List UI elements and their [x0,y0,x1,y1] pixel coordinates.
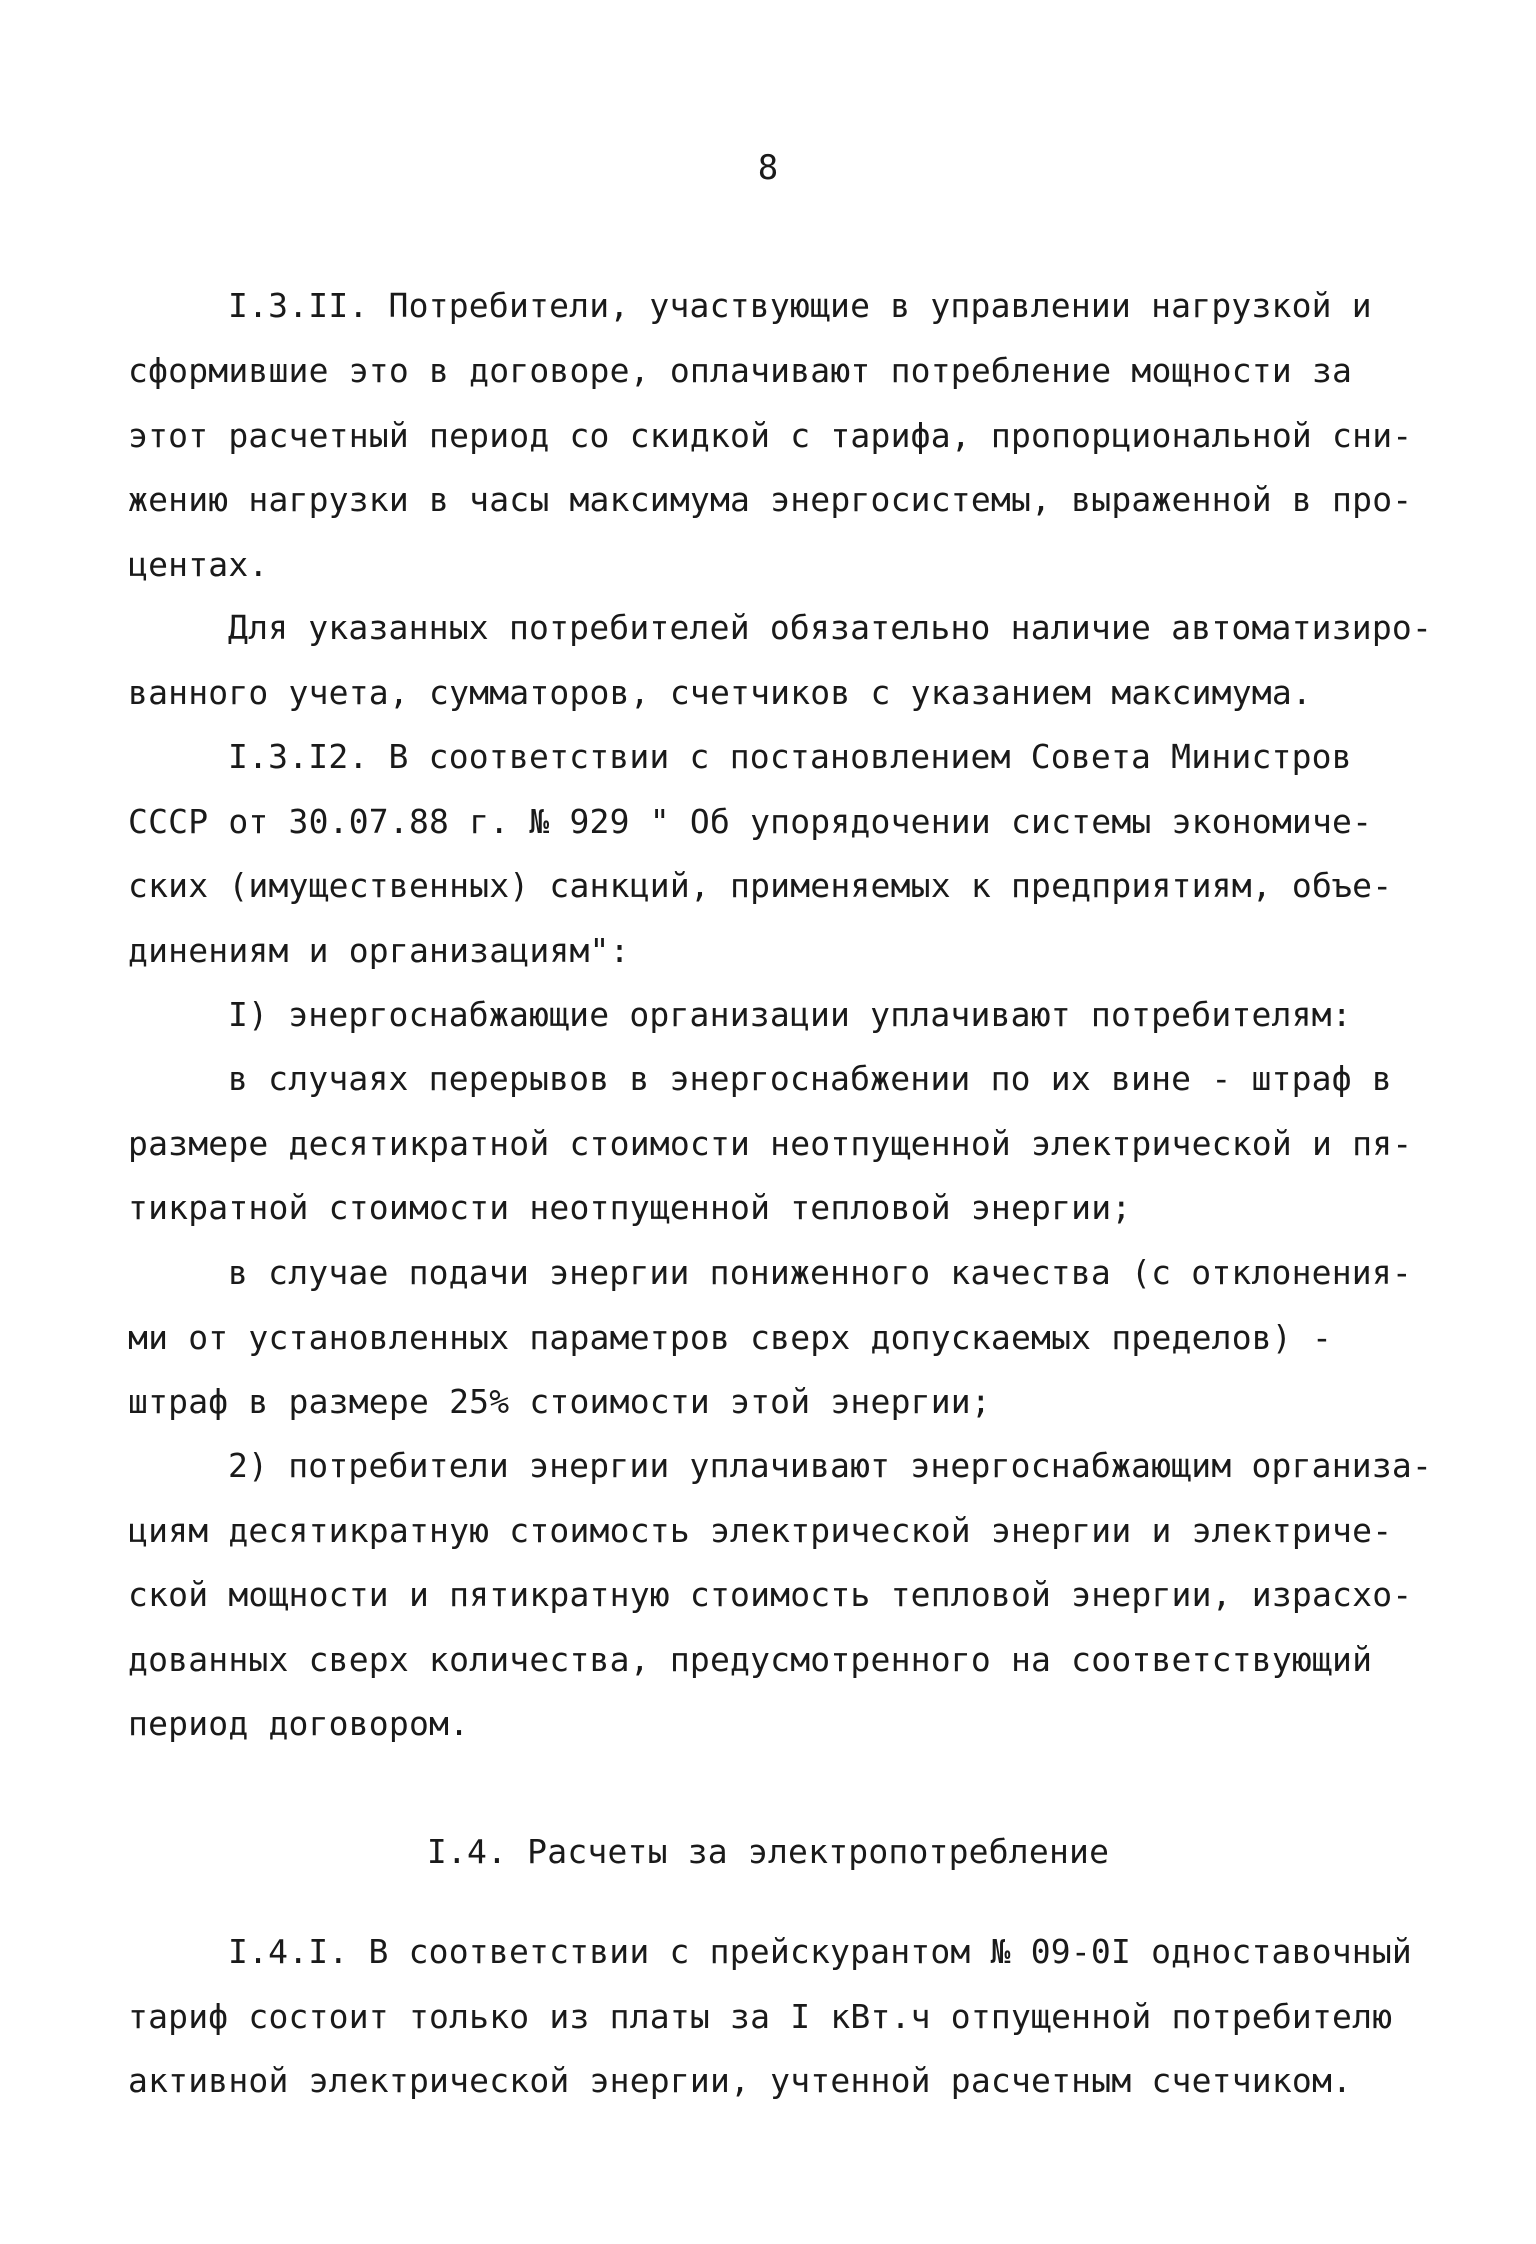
text-line: период договором. [128,1704,470,1743]
text-line: I.4.I. В соответствии с прейскурантом № 09-0I одноставочный [228,1932,1412,1971]
text-line: ванного учета, сумматоров, счетчиков с указанием максимума. [128,673,1312,712]
text-line: жению нагрузки в часы максимума энергосистемы, выраженной в про- [128,480,1413,519]
text-line: 2) потребители энергии уплачивают энергоснабжающим организа- [228,1446,1433,1485]
text-line: Для указанных потребителей обязательно наличие автоматизиро- [228,608,1433,647]
text-line: тариф состоит только из платы за I кВт.ч отпущенной потребителю [128,1997,1393,2036]
text-line: ских (имущественных) санкций, применяемых к предприятиям, объе- [128,866,1393,905]
text-line: сформившие это в договоре, оплачивают потребление мощности за [128,351,1353,390]
text-line: циям десятикратную стоимость электрической энергии и электриче- [128,1511,1393,1550]
text-line: ской мощности и пятикратную стоимость тепловой энергии, израсхо- [128,1575,1413,1614]
text-line: I) энергоснабжающие организации уплачивают потребителям: [228,995,1352,1034]
text-line: активной электрической энергии, учтенной расчетным счетчиком. [128,2061,1353,2100]
text-line: этот расчетный период со скидкой с тарифа, пропорциональной сни- [128,416,1413,455]
text-line: СССР от 30.07.88 г. № 929 " Об упорядочении системы экономиче- [128,802,1373,841]
text-line: в случае подачи энергии пониженного качества (с отклонения- [228,1253,1412,1292]
text-line: размере десятикратной стоимости неотпущенной электрической и пя- [128,1124,1413,1163]
text-line: ми от установленных параметров сверх допускаемых пределов) - [128,1318,1333,1357]
text-line: дованных сверх количества, предусмотренного на соответствующий [128,1640,1373,1679]
text-line: штраф в размере 25% стоимости этой энергии; [128,1382,991,1421]
section-heading: I.4. Расчеты за электропотребление [426,1832,1110,1871]
text-line: тикратной стоимости неотпущенной тепловой энергии; [128,1188,1132,1227]
text-line: динениям и организациям": [128,931,630,970]
text-line: I.3.II. Потребители, участвующие в управлении нагрузкой и [228,286,1372,325]
text-line: в случаях перерывов в энергоснабжении по их вине - штраф в [228,1059,1392,1098]
text-line: I.3.I2. В соответствии с постановлением Совета Министров [228,737,1352,776]
page-number: 8 [757,148,779,188]
text-line: центах. [128,545,269,584]
